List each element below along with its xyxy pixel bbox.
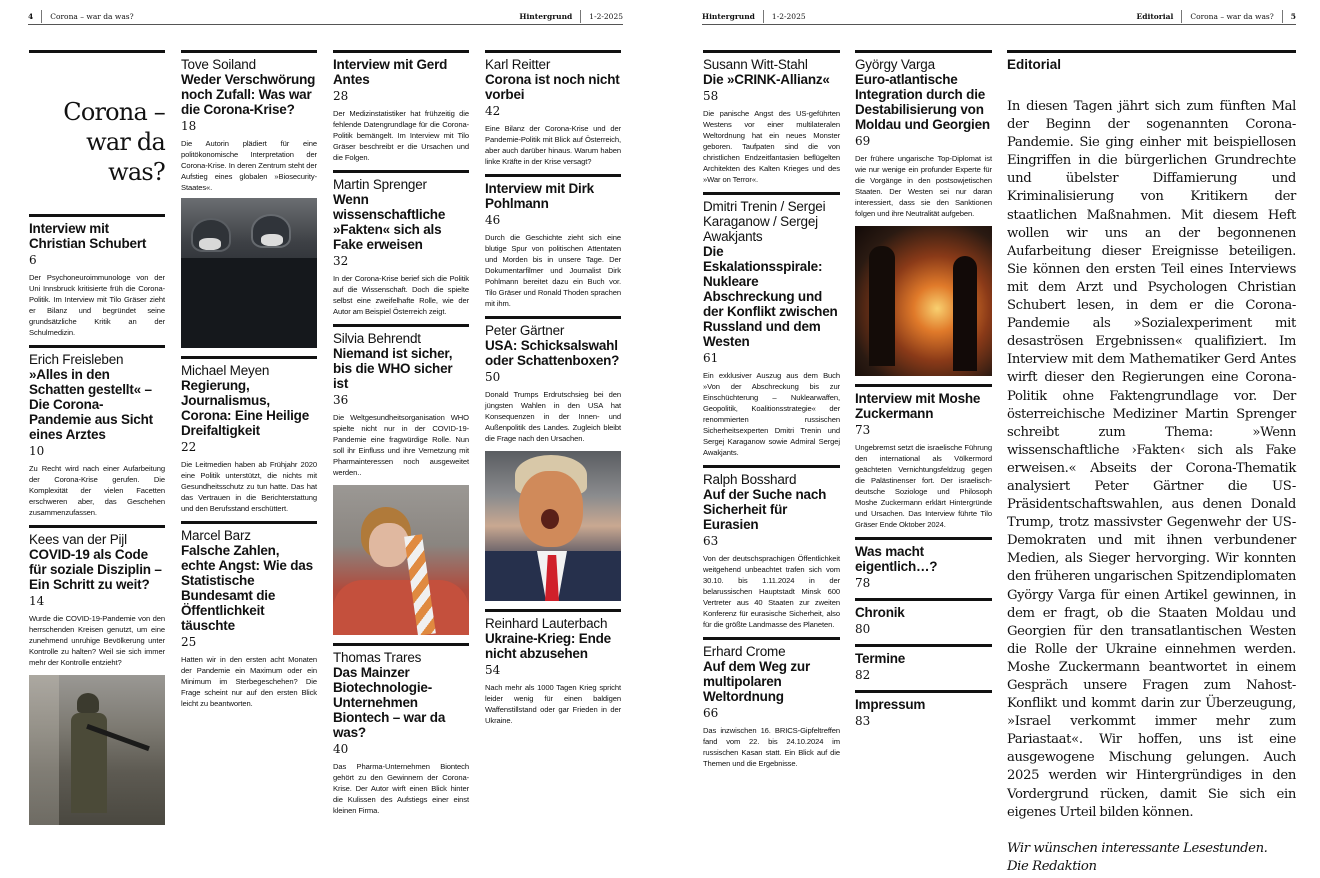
divider: [1181, 10, 1182, 23]
toc-column-5: [703, 50, 840, 776]
issue-date: 1-2-2025: [771, 12, 806, 21]
editorial-heading: Editorial: [1007, 57, 1062, 72]
page-ref: 36: [333, 393, 349, 407]
page-number: 5: [1290, 12, 1296, 21]
page-ref: 46: [485, 213, 501, 227]
toc-column-1: [29, 50, 165, 833]
article-title: Chronik: [855, 605, 905, 620]
section-label: Hintergrund: [519, 12, 573, 21]
toc-entry[interactable]: [855, 50, 992, 219]
page-ref: 82: [855, 668, 871, 682]
page-ref: 61: [703, 351, 719, 365]
right-page-header: [702, 9, 1296, 25]
article-author: Dmitri Trenin / Sergei Karaganow / Sergej Awakjants: [703, 199, 826, 244]
toc-entry[interactable]: [29, 525, 165, 668]
article-title: Regierung, Journalismus, Corona: Eine Heilige Dreifaltigkeit: [181, 378, 310, 438]
article-title: Impressum: [855, 697, 926, 712]
article-author: Karl Reitter: [485, 57, 551, 72]
article-title: Corona ist noch nicht vorbei: [485, 72, 620, 102]
editorial-column: [1007, 50, 1296, 876]
toc-entry[interactable]: [485, 174, 621, 309]
page-ref: 63: [703, 534, 719, 548]
divider: [763, 10, 764, 23]
toc-entry[interactable]: [181, 50, 317, 193]
page-ref: 54: [485, 663, 501, 677]
article-title: Auf der Suche nach Sicherheit für Eurasien: [703, 487, 827, 532]
article-title: Interview mit Moshe Zuckermann: [855, 391, 981, 421]
article-author: György Varga: [855, 57, 935, 72]
article-teaser: Der Medizinstatistiker hat frühzeitig die fehlende Datengrundlage für die Corona-Politik bemängelt. Im Interview mit Tilo Gräser beschreibt er die Ursachen und die Folgen.: [333, 109, 469, 162]
article-teaser: Eine Bilanz der Corona-Krise und der Pandemie-Politik mit Blick auf Österreich, aber auch darüber hinaus. Warum haben linke Kräfte in der Krise versagt?: [485, 124, 621, 166]
article-author: Peter Gärtner: [485, 323, 565, 338]
article-teaser: Der Psychoneuroimmunologe von der Uni Innsbruck kritisierte früh die Corona-Politik. Im Interview mit Tilo Gräser zieht er Bilanz und begründet seine grundsätzliche Kritik an der Schulmedizin.: [29, 273, 165, 337]
closing-line: Wir wünschen interessante Lesestunden.: [1007, 840, 1268, 856]
toc-entry[interactable]: [181, 521, 317, 709]
article-title: »Alles in den Schatten gestellt« – Die Corona-Pandemie aus Sicht eines Arztes: [29, 367, 153, 442]
page-ref: 6: [29, 253, 37, 267]
toc-entry[interactable]: [855, 644, 992, 683]
page-number: 4: [28, 12, 34, 21]
toc-entry[interactable]: [333, 324, 469, 478]
article-author: Ralph Bosshard: [703, 472, 797, 487]
toc-entry[interactable]: [855, 598, 992, 637]
article-teaser: Die panische Angst des US-geführten Westens vor einer multilateralen Weltordnung hat ein neues Monster geboren. Taufpaten sind die von christlichen Endzeitfantasien beflügelten Architekten des Kalten Krieges und des »War on Terror«.: [703, 109, 840, 184]
toc-entry[interactable]: [333, 170, 469, 317]
article-title: Falsche Zahlen, echte Angst: Wie das Statistische Bundesamt die Öffentlichkeit täuschte: [181, 543, 313, 633]
article-author: Michael Meyen: [181, 363, 270, 378]
trump-photo: [485, 451, 621, 601]
article-title: Wenn wissenschaftliche »Fakten« sich als Fake erweisen: [333, 192, 446, 252]
editorial-closing: [1007, 840, 1296, 876]
page-ref: 40: [333, 742, 349, 756]
page-ref: 80: [855, 622, 871, 636]
article-title: Die »CRINK-Allianz«: [703, 72, 830, 87]
toc-column-4: [485, 50, 621, 733]
article-title: Interview mit Dirk Pohlmann: [485, 181, 594, 211]
editorial-body: In diesen Tagen jährt sich zum fünften Mal der Beginn der sogenannten Corona-Pandemie. Sie ging einher mit beispiellosen Eingriffen in die bürgerlichen Grundrechte und übelster Diffamierung und Kriminalisierung von Kritikern der staatlichen Maßnahmen. Mit diesem Heft wollen wir uns an der begonnenen Aufarbeitung dieser Ereignisse beteiligen. Sie können den ersten Teil eines Interviews mit dem Arzt und Psychologen Christian Schubert lesen, in dem er die Corona-Pandemie als »Sozialexperiment mit desaströsen Ergebnissen« qualifiziert. Im Interview mit dem Mathematiker Gerd Antes wirft dieser den Regierungen eine Corona-Politik ohne Faktengrundlage vor. Der österreichische Mediziner Martin Sprenger schreibt zum Thema: »Wenn wissenschaftliche ›Fakten‹ sich als Fake erweisen.« Abseits der Corona-Thematik analysiert Peter Gärtner die US-Präsidentschaftswahlen, aus denen Donald Trump, trotz massivster Gegenwehr der US-Demokraten und mit ihnen verbundener Medien, als Sieger hervorging. Wir konnten den früheren ungarischen Spitzendiplomaten György Varga für einen Artikel gewinnen, in dem er fragt, ob die Staaten Moldau und Georgien für den transatlantischen Westen die Rolle der Ukraine einnehmen werden. Moshe Zuckermann beantwortet in einem Gespräch unsere Fragen zum Nahost-Konflikt und kommt darin zur Überzeugung, »Israel verkommt immer mehr zum Pariastaat«. Wir hoffen, uns ist eine ausgewogene Mischung gelungen. Auch 2025 werden wir Hintergründiges in den Vordergrund rücken, damit Sie sich ein eigenes Urteil bilden können.: [1007, 99, 1296, 820]
article-author: Susann Witt-Stahl: [703, 57, 808, 72]
section-label: Hintergrund: [702, 12, 755, 21]
page-ref: 28: [333, 89, 349, 103]
cover-title: Corona – war da was?: [63, 98, 165, 186]
toc-entry[interactable]: [485, 609, 621, 726]
toc-entry[interactable]: [855, 690, 992, 729]
toc-column-6: [855, 50, 992, 736]
page-ref: 50: [485, 370, 501, 384]
issue-date: 1-2-2025: [589, 12, 623, 21]
page-ref: 78: [855, 576, 871, 590]
article-teaser: Der frühere ungarische Top-Diplomat ist wie nur wenige ein profunder Experte für die Vorgänge in den postsowjetischen Staaten. Der Westen sei nur daran interessiert, dass sie den Sanktionen folgen und ihre Neutralität aufgeben.: [855, 154, 992, 218]
article-title: Termine: [855, 651, 906, 666]
article-teaser: Die Weltgesundheitsorganisation WHO spielte nicht nur in der COVID-19-Pandemie eine fragwürdige Rolle. Nun soll ihr Einfluss und ihre Vernetzung mit Pharmainteressen noch ausgeweitet werden..: [333, 413, 469, 477]
article-title: COVID-19 als Code für soziale Disziplin – Ein Schritt zu weit?: [29, 547, 162, 592]
toc-entry[interactable]: [703, 50, 840, 185]
article-title: USA: Schicksalswahl oder Schattenboxen?: [485, 338, 620, 368]
article-author: Marcel Barz: [181, 528, 251, 543]
article-title: Euro-atlantische Integration durch die Destabilisierung von Moldau und Georgien: [855, 72, 990, 132]
article-author: Martin Sprenger: [333, 177, 427, 192]
signature: Die Redaktion: [1007, 858, 1097, 874]
toc-entry[interactable]: [703, 465, 840, 630]
cover-block: [29, 50, 165, 207]
toc-entry[interactable]: [703, 637, 840, 769]
divider: [580, 10, 581, 23]
page-ref: 42: [485, 104, 501, 118]
article-title: Interview mit Gerd Antes: [333, 57, 448, 87]
article-teaser: Von der deutschsprachigen Öffentlichkeit weitgehend unbeachtet trafen sich vom 30.10. bis 1.11.2024 in der belarussischen Hauptstadt Minsk 600 Vertreter aus 40 Staaten zur zweiten Konferenz für eurasische Sicherheit, also für die größte Landmasse des Planeten.: [703, 554, 840, 629]
article-title: Das Mainzer Biotechnologie-Unternehmen Biontech – war da was?: [333, 665, 446, 740]
page-ref: 69: [855, 134, 871, 148]
article-author: Erhard Crome: [703, 644, 786, 659]
toc-column-2: [181, 50, 317, 716]
article-author: Tove Soiland: [181, 57, 256, 72]
article-teaser: Ungebremst setzt die israelische Führung den international als Völkermord geächteten Vernichtungsfeldzug gegen die Palästinenser fort. Der israelisch-deutsche Soziologe und Philosoph Moshe Zuckermann erklärt Hintergründe und Ursachen. Das Interview führte Tilo Gräser Ende Oktober 2024.: [855, 443, 992, 529]
article-title: Interview mit Christian Schubert: [29, 221, 147, 251]
article-title: Was macht eigentlich…?: [855, 544, 938, 574]
article-author: Erich Freisleben: [29, 352, 124, 367]
toc-entry[interactable]: [485, 50, 621, 167]
article-teaser: Durch die Geschichte zieht sich eine blutige Spur von politischen Attentaten und Morden bis in unsere Tage. Der Dokumentarfilmer und Journalist Dirk Pohlmann bereitet dazu ein Buch vor. Tilo Gräser und Ronald Thoden sprachen mit ihm.: [485, 233, 621, 308]
issue-title: Corona – war da was?: [1190, 12, 1274, 21]
article-teaser: Ein exklusiver Auszug aus dem Buch »Von der Abschreckung bis zur Einschüchterung – Nuklearwaffen, Geopolitik, Koalitionsstrategie« der renommierten russischen Sicherheitsexperten Dmitri Trenin und Sergej Karaganow sowie Admiral Sergej Awakjants.: [703, 371, 840, 457]
toc-entry[interactable]: [29, 214, 165, 338]
divider: [41, 10, 42, 23]
divider: [1282, 10, 1283, 23]
page-ref: 58: [703, 89, 719, 103]
article-title: Niemand ist sicher, bis die WHO sicher ist: [333, 346, 453, 391]
left-page-header: [28, 9, 623, 25]
article-author: Thomas Trares: [333, 650, 422, 665]
page-ref: 73: [855, 423, 871, 437]
article-teaser: Nach mehr als 1000 Tagen Krieg spricht leider wenig für einen baldigen Waffenstillstand oder gar Frieden in der Ukraine.: [485, 683, 621, 725]
page-ref: 22: [181, 440, 197, 454]
article-teaser: Das inzwischen 16. BRICS-Gipfeltreffen fand vom 22. bis 24.10.2024 im russischen Kasan statt. Ein Blick auf die Themen und die Ergebnisse.: [703, 726, 840, 768]
page-ref: 25: [181, 635, 197, 649]
toc-column-3: [333, 50, 469, 823]
issue-title: Corona – war da was?: [50, 12, 134, 21]
toc-entry[interactable]: [485, 316, 621, 444]
article-author: Reinhard Lauterbach: [485, 616, 608, 631]
article-title: Die Eskalationsspirale: Nukleare Abschreckung und der Konflikt zwischen Russland und dem Westen: [703, 244, 838, 349]
article-title: Weder Verschwörung noch Zufall: Was war die Corona-Krise?: [181, 72, 316, 117]
page-ref: 66: [703, 706, 719, 720]
section-label-right: Editorial: [1136, 12, 1174, 21]
toc-entry[interactable]: [703, 192, 840, 458]
article-teaser: Die Leitmedien haben ab Frühjahr 2020 eine Politik unterstützt, die nichts mit Gesundheitsschutz zu tun hatte. Das hat das Vertrauen in die Berichterstattung und den Berufsstand erschüttert.: [181, 460, 317, 513]
article-teaser: Hatten wir in den ersten acht Monaten der Pandemie ein Maximum oder ein Minimum im Sterbegeschehen? Die Frage scheint nur auf den ersten Blick leicht zu beantworten.: [181, 655, 317, 708]
article-teaser: Das Pharma-Unternehmen Biontech gehört zu den Gewinnern der Corona-Krise. Der Autor wirft einen Blick hinter die Kulissen des Aufstiegs einer einst kleinen Firma.: [333, 762, 469, 815]
page-ref: 83: [855, 714, 871, 728]
page-ref: 14: [29, 594, 45, 608]
merkel-photo: [333, 485, 469, 635]
toc-entry[interactable]: [333, 643, 469, 816]
article-teaser: Wurde die COVID-19-Pandemie von den herrschenden Kreisen genutzt, um eine zunehmend unruhige Bevölkerung unter Kontrolle zu halten? Weil sie sich immer mehr der Kontrolle entzieht?: [29, 614, 165, 667]
page-ref: 10: [29, 444, 45, 458]
page-ref: 18: [181, 119, 197, 133]
article-author: Kees van der Pijl: [29, 532, 127, 547]
soldier-photo: [29, 675, 165, 825]
toc-entry[interactable]: [181, 356, 317, 514]
article-title: Ukraine-Krieg: Ende nicht abzusehen: [485, 631, 611, 661]
article-teaser: Die Autorin plädiert für eine politökonomische Interpretation der Corona-Krise. In deren Zentrum steht der Aufstieg eines globalen »Biosecurity-Staates«.: [181, 139, 317, 192]
police-photo: [181, 198, 317, 348]
toc-entry[interactable]: [855, 384, 992, 530]
editorial-block: [1007, 50, 1296, 876]
page-ref: 32: [333, 254, 349, 268]
article-teaser: Donald Trumps Erdrutschsieg bei den jüngsten Wahlen in den USA hat Konsequenzen in der Innen- und Außenpolitik des Landes. Zugleich bleibt die Frage nach den Ursachen.: [485, 390, 621, 443]
toc-entry[interactable]: [333, 50, 469, 163]
article-teaser: Zu Recht wird nach einer Aufarbeitung der Corona-Krise gerufen. Die Komplexität der vielen Facetten erschweren aber, das Geschehen zusammenzufassen.: [29, 464, 165, 517]
toc-entry[interactable]: [855, 537, 992, 591]
toc-entry[interactable]: [29, 345, 165, 518]
article-teaser: In der Corona-Krise berief sich die Politik auf die Wissenschaft. Doch die spielte selbst eine zweifelhafte Rolle, wie der Autor am Beispiel Österreich zeigt.: [333, 274, 469, 316]
fire-photo: [855, 226, 992, 376]
article-author: Silvia Behrendt: [333, 331, 421, 346]
article-title: Auf dem Weg zur multipolaren Weltordnung: [703, 659, 811, 704]
